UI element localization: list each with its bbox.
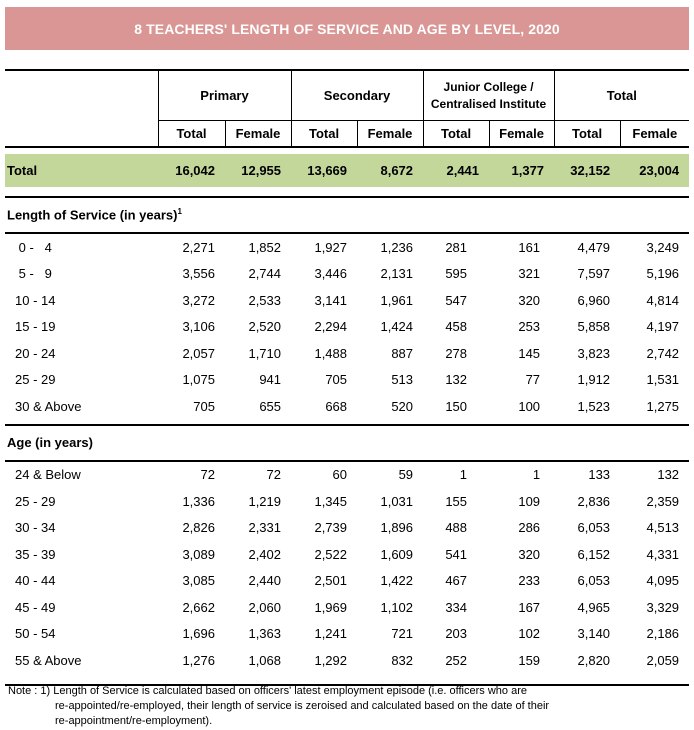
table-cell: 655 — [259, 398, 282, 414]
table-cell: 1,531 — [646, 372, 680, 388]
table-cell: 1,219 — [248, 493, 282, 509]
section-label-text: Age (in years) — [7, 435, 93, 450]
subheader-secondary-female: Female — [357, 121, 423, 148]
table-cell: 278 — [445, 345, 468, 361]
table-cell: 4,814 — [646, 292, 680, 308]
table-cell: 7,597 — [577, 266, 611, 282]
table-cell: 2,820 — [577, 652, 611, 668]
total-cell: 23,004 — [620, 154, 689, 187]
table-cell: 1,102 — [380, 599, 414, 615]
table-cell: 321 — [518, 266, 541, 282]
table-cell: 941 — [259, 372, 282, 388]
table-cell: 3,249 — [646, 239, 680, 255]
row-label: 40 - 44 — [15, 573, 56, 589]
row-label: 10 - 14 — [15, 292, 56, 308]
table-cell: 541 — [445, 546, 468, 562]
table-cell: 832 — [391, 652, 414, 668]
subheader-total-female: Female — [620, 121, 689, 148]
table-cell: 1,068 — [248, 652, 282, 668]
footnote-mark: 1 — [177, 207, 182, 217]
table-cell: 155 — [445, 493, 468, 509]
table-cell: 3,823 — [577, 345, 611, 361]
table-cell: 233 — [518, 573, 541, 589]
row-label: 45 - 49 — [15, 599, 56, 615]
table-cell: 2,359 — [646, 493, 680, 509]
row-label: 35 - 39 — [15, 546, 56, 562]
table-cell: 458 — [445, 319, 468, 335]
table-row — [5, 340, 689, 367]
table-cell: 1,075 — [182, 372, 215, 388]
table-cell: 3,085 — [182, 573, 215, 589]
header-row-levels — [5, 70, 689, 121]
table-row — [5, 621, 689, 648]
table-cell: 72 — [266, 467, 282, 483]
section-end — [5, 674, 689, 685]
table-cell: 2,501 — [314, 573, 348, 589]
table-cell: 150 — [445, 398, 468, 414]
table-cell: 2,662 — [182, 599, 215, 615]
table-cell: 4,479 — [577, 239, 611, 255]
subheader-jc-female: Female — [489, 121, 554, 148]
table-cell: 2,836 — [577, 493, 611, 509]
table-cell: 547 — [445, 292, 468, 308]
table-cell: 2,186 — [646, 626, 680, 642]
table-row — [5, 647, 689, 674]
total-cell: 32,152 — [554, 154, 620, 187]
footnote-line-2: re-appointed/re-employed, their length of service is zeroised and calculated based on the date of their — [55, 700, 550, 712]
table-row — [5, 568, 689, 595]
table-cell: 133 — [588, 467, 611, 483]
table-cell: 3,106 — [182, 319, 215, 335]
table-cell: 1,424 — [380, 319, 414, 335]
total-cell: 2,441 — [423, 154, 489, 187]
table-cell: 2,402 — [248, 546, 282, 562]
table-cell: 6,053 — [577, 520, 611, 536]
section-label — [5, 425, 689, 461]
table-cell: 6,053 — [577, 573, 611, 589]
table-cell: 4,965 — [577, 599, 611, 615]
table-title: 8 TEACHERS' LENGTH OF SERVICE AND AGE BY LEVEL, 2020 — [5, 7, 689, 50]
table-cell: 2,742 — [646, 345, 680, 361]
total-cell: 1,377 — [489, 154, 554, 187]
table-cell: 1,961 — [380, 292, 414, 308]
header-blank — [5, 70, 158, 121]
header-jc-line1: Junior College / — [443, 79, 534, 94]
table-cell: 2,522 — [314, 546, 348, 562]
table-cell: 1,969 — [314, 599, 348, 615]
table-cell: 132 — [657, 467, 680, 483]
table-cell: 1,710 — [248, 345, 282, 361]
table-cell: 2,331 — [248, 520, 282, 536]
table-cell: 102 — [518, 626, 541, 642]
table-cell: 2,060 — [248, 599, 282, 615]
table-cell: 1 — [532, 467, 541, 483]
total-cell: 8,672 — [357, 154, 423, 187]
table-cell: 488 — [445, 520, 468, 536]
row-label: 24 & Below — [15, 467, 81, 483]
table-cell: 513 — [391, 372, 414, 388]
table-row — [5, 488, 689, 515]
table-cell: 253 — [518, 319, 541, 335]
header-row-sub — [5, 121, 689, 148]
gap — [5, 187, 689, 197]
table-cell: 2,520 — [248, 319, 282, 335]
table-cell: 1,031 — [380, 493, 414, 509]
table-cell: 167 — [518, 599, 541, 615]
table-cell: 1,912 — [577, 372, 611, 388]
table-row — [5, 594, 689, 621]
section-label-text: Length of Service (in years) — [7, 207, 178, 223]
table-cell: 281 — [445, 239, 468, 255]
subheader-primary-total: Total — [158, 121, 225, 148]
table-cell: 132 — [445, 372, 468, 388]
table-cell: 3,140 — [577, 626, 611, 642]
table-cell: 3,329 — [646, 599, 680, 615]
table-cell: 668 — [325, 398, 348, 414]
table-cell: 1,609 — [380, 546, 414, 562]
table-cell: 1,236 — [380, 239, 414, 255]
table-cell: 1,523 — [577, 398, 611, 414]
table-cell: 1,488 — [314, 345, 348, 361]
table-cell: 2,059 — [646, 652, 680, 668]
table-cell: 1,336 — [182, 493, 215, 509]
table-row — [5, 393, 689, 420]
header-junior-college — [423, 70, 554, 121]
table-row — [5, 233, 689, 261]
table-row — [5, 314, 689, 341]
table-row — [5, 515, 689, 542]
table-cell: 72 — [200, 467, 215, 483]
table-cell: 1,363 — [248, 626, 282, 642]
table-cell: 77 — [525, 372, 541, 388]
table-cell: 705 — [193, 398, 215, 414]
table-cell: 721 — [391, 626, 414, 642]
table-cell: 159 — [518, 652, 541, 668]
header-jc-line2: Centralised Institute — [430, 96, 547, 111]
table-cell: 705 — [325, 372, 348, 388]
subheader-primary-female: Female — [225, 121, 291, 148]
table-cell: 145 — [518, 345, 541, 361]
table-cell: 203 — [445, 626, 468, 642]
row-label: 20 - 24 — [15, 345, 56, 361]
subheader-jc-total: Total — [423, 121, 489, 148]
row-label: 15 - 19 — [15, 319, 56, 335]
table-cell: 4,513 — [646, 520, 680, 536]
table-row — [5, 461, 689, 489]
table-cell: 1,276 — [182, 652, 215, 668]
teachers-table — [5, 69, 689, 686]
row-label: 50 - 54 — [15, 626, 56, 642]
section-header — [5, 425, 689, 461]
table-cell: 467 — [445, 573, 468, 589]
table-cell: 1 — [459, 467, 468, 483]
table-cell: 161 — [518, 239, 541, 255]
table-cell: 5,858 — [577, 319, 611, 335]
spacer — [5, 147, 689, 154]
table-cell: 3,089 — [182, 546, 215, 562]
table-cell: 2,744 — [248, 266, 282, 282]
header-secondary: Secondary — [291, 70, 423, 121]
table-cell: 252 — [445, 652, 468, 668]
header-blank-sub — [5, 121, 158, 148]
table-cell: 59 — [398, 467, 414, 483]
row-label: 25 - 29 — [15, 493, 56, 509]
header-primary: Primary — [158, 70, 291, 121]
table-cell: 2,294 — [314, 319, 348, 335]
total-cell: 16,042 — [158, 154, 225, 187]
table-row — [5, 261, 689, 288]
table-cell: 1,696 — [182, 626, 215, 642]
subheader-total-total: Total — [554, 121, 620, 148]
total-row-label: Total — [5, 154, 158, 187]
table-cell: 6,152 — [577, 546, 611, 562]
table-cell: 2,057 — [182, 345, 215, 361]
row-label: 30 - 34 — [15, 520, 56, 536]
table-cell: 2,271 — [182, 239, 215, 255]
table-cell: 3,272 — [182, 292, 215, 308]
table-cell: 5,196 — [646, 266, 680, 282]
table-row — [5, 541, 689, 568]
table-cell: 100 — [518, 398, 541, 414]
table-row — [5, 367, 689, 394]
table-cell: 3,446 — [314, 266, 348, 282]
table-cell: 109 — [518, 493, 541, 509]
table-cell: 4,331 — [646, 546, 680, 562]
table-cell: 4,197 — [646, 319, 680, 335]
table-cell: 2,533 — [248, 292, 282, 308]
table-cell: 1,345 — [314, 493, 348, 509]
table-cell: 4,095 — [646, 573, 680, 589]
table-cell: 1,852 — [248, 239, 282, 255]
table-cell: 334 — [445, 599, 468, 615]
table-cell: 2,440 — [248, 573, 282, 589]
footnote — [8, 684, 688, 729]
total-cell: 13,669 — [291, 154, 357, 187]
table-cell: 286 — [518, 520, 541, 536]
subheader-secondary-total: Total — [291, 121, 357, 148]
table-cell: 1,241 — [314, 626, 348, 642]
footnote-line-1: Note : 1) Length of Service is calculated based on officers' latest employment episode (i.e. officers who are — [8, 685, 527, 697]
total-cell: 12,955 — [225, 154, 291, 187]
table-cell: 595 — [445, 266, 468, 282]
row-label: 25 - 29 — [15, 372, 56, 388]
table-cell: 1,275 — [646, 398, 680, 414]
table-cell: 1,422 — [380, 573, 414, 589]
table-cell: 520 — [391, 398, 414, 414]
table-cell: 6,960 — [577, 292, 611, 308]
table-cell: 1,927 — [314, 239, 348, 255]
row-label: 0 - 4 — [15, 239, 52, 255]
table-cell: 320 — [518, 546, 541, 562]
table-cell: 3,141 — [314, 292, 348, 308]
row-label: 5 - 9 — [15, 266, 52, 282]
section-label — [5, 197, 689, 233]
row-label: 30 & Above — [15, 398, 82, 414]
table-cell: 2,739 — [314, 520, 348, 536]
table-cell: 1,896 — [380, 520, 414, 536]
table-cell: 320 — [518, 292, 541, 308]
header-total: Total — [554, 70, 689, 121]
table-cell: 3,556 — [182, 266, 215, 282]
table-cell: 2,826 — [182, 520, 215, 536]
row-label: 55 & Above — [15, 652, 82, 668]
table-cell: 2,131 — [380, 266, 414, 282]
footnote-line-3: re-appointment/re-employment). — [55, 715, 213, 727]
table-cell: 1,292 — [314, 652, 348, 668]
table-cell: 887 — [391, 345, 414, 361]
table-cell: 60 — [332, 467, 348, 483]
table-row — [5, 287, 689, 314]
section-header — [5, 197, 689, 233]
total-row — [5, 154, 689, 187]
